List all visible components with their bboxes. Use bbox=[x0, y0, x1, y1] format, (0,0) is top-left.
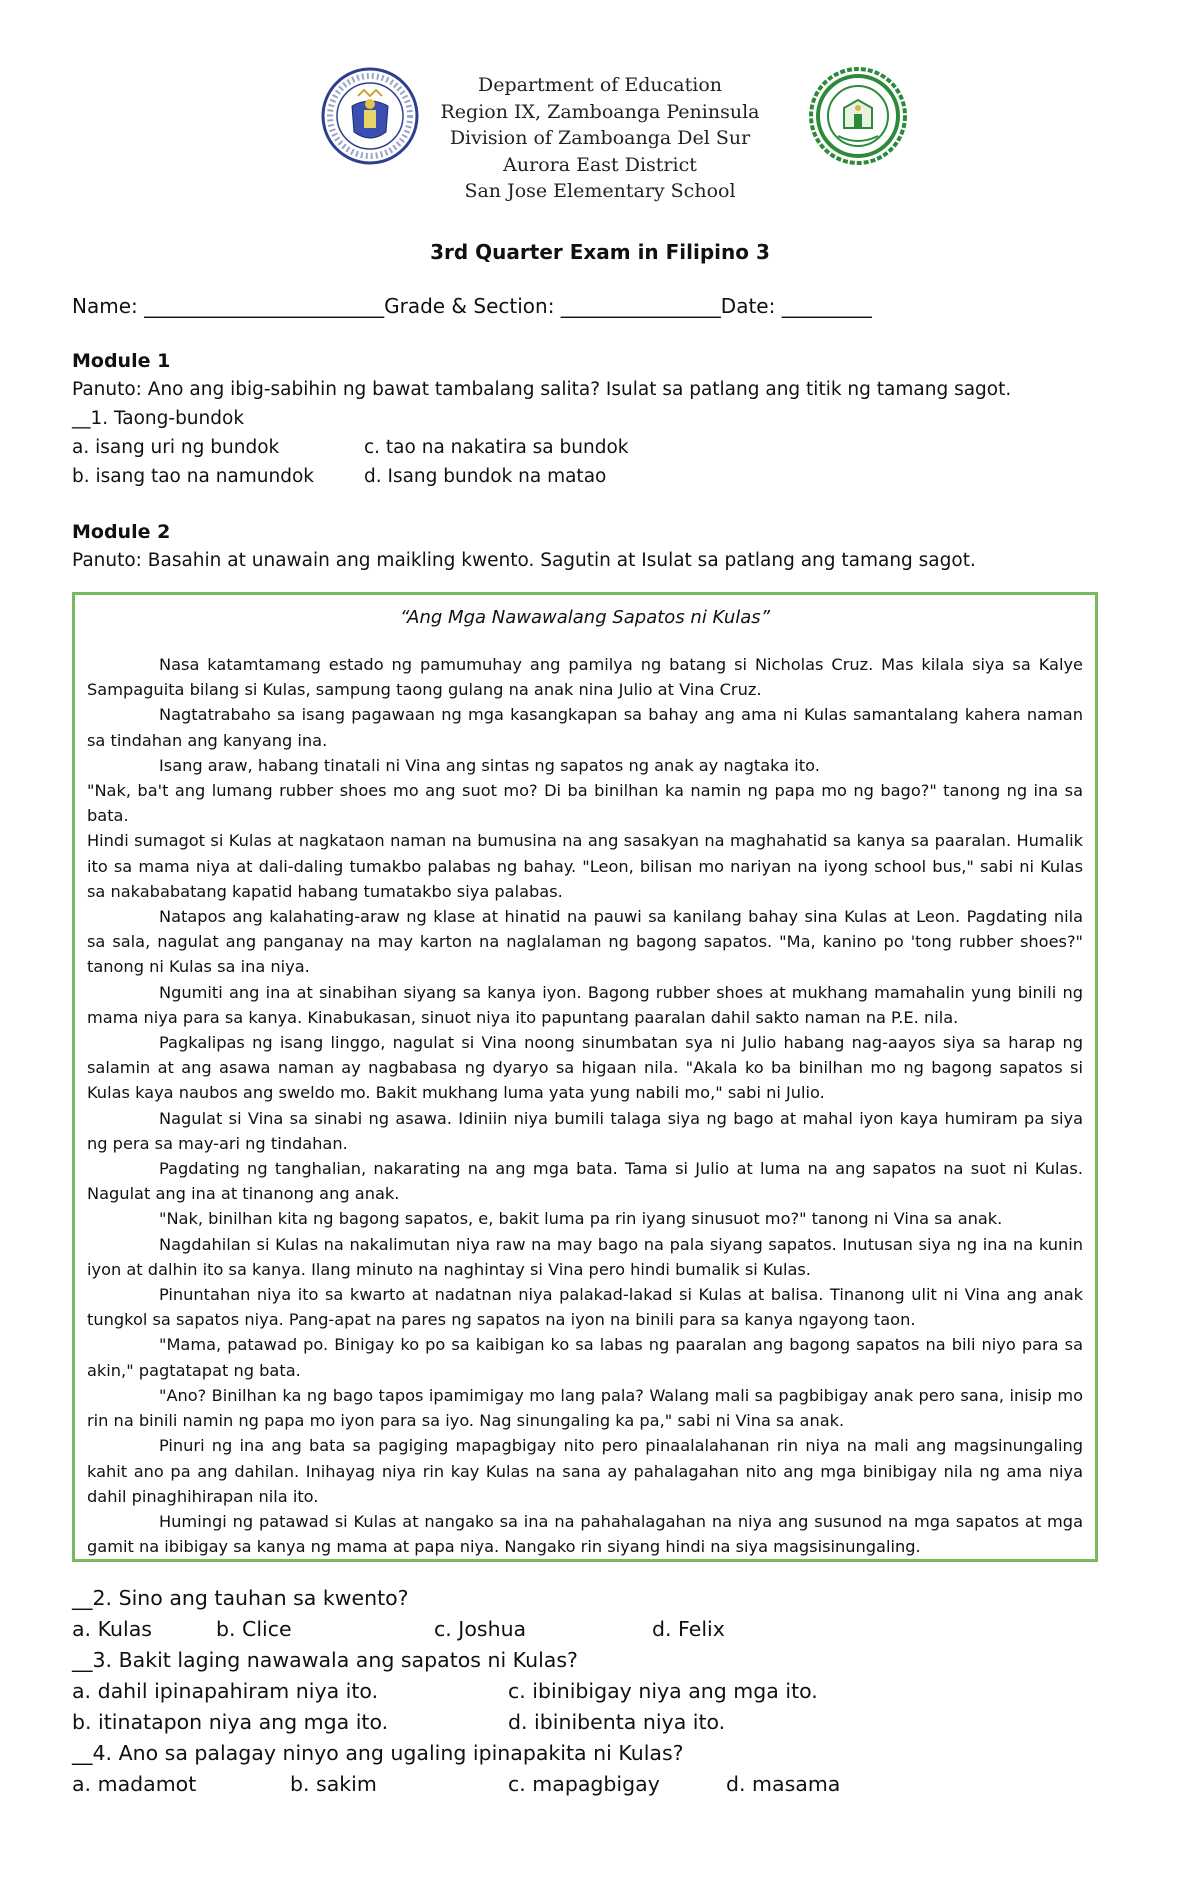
q3-choice-c[interactable]: c. ibinibigay niya ang mga ito. bbox=[508, 1679, 818, 1703]
story-paragraph: "Ano? Binilhan ka ng bago tapos ipamimigay mo lang pala? Walang mali sa pagbibigay anak pero sana, inisip mo rin na binili namin ng papa mo iyon para sa iyo. Nag sinungaling ka pa," sabi ni Vina sa anak. bbox=[87, 1385, 1083, 1431]
story-paragraph: Pinuri ng ina ang bata sa pagiging mapagbigay nito pero pinaalalahanan rin niya na mali ang magsinungaling kahit ano pa ang dahilan. Inihayag niya rin kay Kulas na sana ay pahalagahan nito ang mga binibigay nila ng ama niya dahil pinaghihirapan nila ito. bbox=[87, 1436, 1083, 1506]
header-line-region: Region IX, Zamboanga Peninsula bbox=[440, 100, 760, 123]
header-line-school: San Jose Elementary School bbox=[464, 180, 736, 202]
school-header bbox=[360, 72, 840, 205]
question-1: __1. Taong-bundok bbox=[72, 408, 245, 429]
q1-choice-b[interactable]: b. isang tao na namundok bbox=[72, 466, 315, 487]
story-body bbox=[87, 652, 1083, 1559]
q3-choice-b[interactable]: b. itinatapon niya ang mga ito. bbox=[72, 1710, 389, 1734]
module-2-instruction: Panuto: Basahin at unawain ang maikling kwento. Sagutin at Isulat sa patlang ang tamang sagot. bbox=[72, 550, 976, 571]
q3-choice-d[interactable]: d. ibinibenta niya ito. bbox=[508, 1710, 726, 1734]
story-paragraph: Natapos ang kalahating-araw ng klase at hinatid na pauwi sa kanilang bahay sina Kulas at Leon. Pagdating nila sa sala, nagulat ang panganay na may karton na naglalaman ng bagong sapatos. "Ma, kanino po 'tong rubber shoes?" tanong ni Kulas sa ina niya. bbox=[87, 907, 1083, 977]
story-paragraph: Nagtatrabaho sa isang pagawaan ng mga kasangkapan sa bahay ang ama ni Kulas samantalang kahera naman sa tindahan ang kanyang ina. bbox=[87, 705, 1083, 750]
q4-choice-d[interactable]: d. masama bbox=[726, 1772, 841, 1796]
q4-choice-c[interactable]: c. mapagbigay bbox=[508, 1772, 660, 1796]
school-seal-icon bbox=[808, 66, 908, 166]
story-paragraph: Ngumiti ang ina at sinabihan siyang sa kanya iyon. Bagong rubber shoes at mukhang mamahalin yung binili ng mama niya para sa kanya. Kinabukasan, sinuot niya ito papuntang paaralan dahil sakto naman na P.E. nila. bbox=[87, 982, 1083, 1027]
q4-choice-b[interactable]: b. sakim bbox=[290, 1772, 377, 1796]
story-paragraph: Humingi ng patawad si Kulas at nangako sa ina na pahahalagahan na niya ang susunod na mga sapatos at mga gamit na ibibigay sa kanya ng mama at papa niya. Nangako rin siyang hindi na siya magsisinungaling. bbox=[87, 1511, 1083, 1557]
question-3: __3. Bakit laging nawawala ang sapatos ni Kulas? bbox=[72, 1648, 578, 1672]
question-2: __2. Sino ang tauhan sa kwento? bbox=[72, 1586, 409, 1610]
q3-choice-a[interactable]: a. dahil ipinapahiram niya ito. bbox=[72, 1679, 379, 1703]
q1-choice-c[interactable]: c. tao na nakatira sa bundok bbox=[364, 437, 629, 458]
q1-choice-d[interactable]: d. Isang bundok na matao bbox=[364, 466, 607, 487]
student-info-line[interactable]: Name: ________________________Grade & Section: ________________Date: _________ bbox=[72, 294, 872, 318]
q2-choice-d[interactable]: d. Felix bbox=[652, 1617, 725, 1641]
story-paragraph: Isang araw, habang tinatali ni Vina ang sintas ng sapatos ng anak ay nagtaka ito. bbox=[159, 755, 820, 775]
header-line-division: Division of Zamboanga Del Sur bbox=[449, 127, 751, 149]
story-paragraph: Nagulat si Vina sa sinabi ng asawa. Idiniin niya bumili talaga siya ng bago at mahal iyon kaya humiram pa siya ng pera sa may-ari ng tindahan. bbox=[87, 1108, 1083, 1153]
q4-choice-a[interactable]: a. madamot bbox=[72, 1772, 197, 1796]
story-paragraph: "Mama, patawad po. Binigay ko po sa kaibigan ko sa labas ng paaralan ang bagong sapatos na bili niyo para sa akin," pagtatapat ng bata. bbox=[87, 1335, 1083, 1380]
story-paragraph: Pagdating ng tanghalian, nakarating na ang mga bata. Tama si Julio at luma na ang sapatos na suot ni Kulas. Nagulat ang ina at tinanong ang anak. bbox=[87, 1159, 1083, 1204]
story-box bbox=[72, 592, 1098, 1562]
story-paragraph: Nagdahilan si Kulas na nakalimutan niya raw na may bago na pala siyang sapatos. Inutusan siya ng ina na kunin iyon at dalhin ito sa kanya. Ilang minuto na naghintay si Vina pero hindi bumalik si Kulas. bbox=[87, 1234, 1083, 1279]
module-1-instruction: Panuto: Ano ang ibig-sabihin ng bawat tambalang salita? Isulat sa patlang ang titik ng tamang sagot. bbox=[72, 379, 1012, 400]
q2-choice-c[interactable]: c. Joshua bbox=[434, 1617, 527, 1641]
header-line-department: Department of Education bbox=[478, 74, 722, 96]
module-1-label: Module 1 bbox=[72, 350, 171, 372]
q1-choice-a[interactable]: a. isang uri ng bundok bbox=[72, 437, 280, 458]
module-2-label: Module 2 bbox=[72, 521, 171, 543]
story-paragraph: Pinuntahan niya ito sa kwarto at nadatnan niya palakad-lakad si Kulas at balisa. Tinanong ulit ni Vina ang anak tungkol sa sapatos niya. Pang-apat na pares ng sapatos na iyon na binili para sa kanya ngayong taon. bbox=[87, 1285, 1083, 1330]
story-paragraph: "Nak, binilhan kita ng bagong sapatos, e, bakit luma pa rin iyang sinusuot mo?" tanong ni Vina sa anak. bbox=[159, 1209, 1003, 1229]
exam-title: 3rd Quarter Exam in Filipino 3 bbox=[430, 240, 770, 264]
q2-choice-b[interactable]: b. Clice bbox=[216, 1617, 292, 1641]
q2-choice-a[interactable]: a. Kulas bbox=[72, 1617, 152, 1641]
header-line-district: Aurora East District bbox=[503, 153, 697, 176]
story-paragraph: Nasa katamtamang estado ng pamumuhay ang pamilya ng batang si Nicholas Cruz. Mas kilala siya sa Kalye Sampaguita bilang si Kulas, sampung taong gulang na anak nina Julio at Vina Cruz. bbox=[87, 655, 1083, 700]
story-title: “Ang Mga Nawawalang Sapatos ni Kulas” bbox=[399, 607, 771, 628]
story-paragraph: "Nak, ba't ang lumang rubber shoes mo ang suot mo? Di ba binilhan ka namin ng papa mo ng bago?" tanong ng ina sa bata. bbox=[87, 781, 1083, 826]
question-4: __4. Ano sa palagay ninyo ang ugaling ipinapakita ni Kulas? bbox=[72, 1741, 684, 1765]
story-paragraph: Pagkalipas ng isang linggo, nagulat si Vina noong sinumbatan sya ni Julio habang nag-aayos siya sa harap ng salamin at ang asawa naman ay nagbabasa ng dyaryo sa higaan nila. "Akala ko ba binilhan mo ng bagong sapatos si Kulas kaya naubos ang sweldo mo. Bakit mukhang luma yata yung nabili mo," sabi ni Julio. bbox=[87, 1033, 1083, 1103]
story-paragraph: Hindi sumagot si Kulas at nagkataon naman na bumusina na ang sasakyan na maghahatid sa kanya sa paaralan. Humalik ito sa mama niya at dali-daling tumakbo palabas ng bahay. "Leon, bilisan mo nariyan na iyong school bus," sabi ni Kulas sa nakababatang kapatid habang tumatakbo siya palabas. bbox=[87, 831, 1083, 901]
